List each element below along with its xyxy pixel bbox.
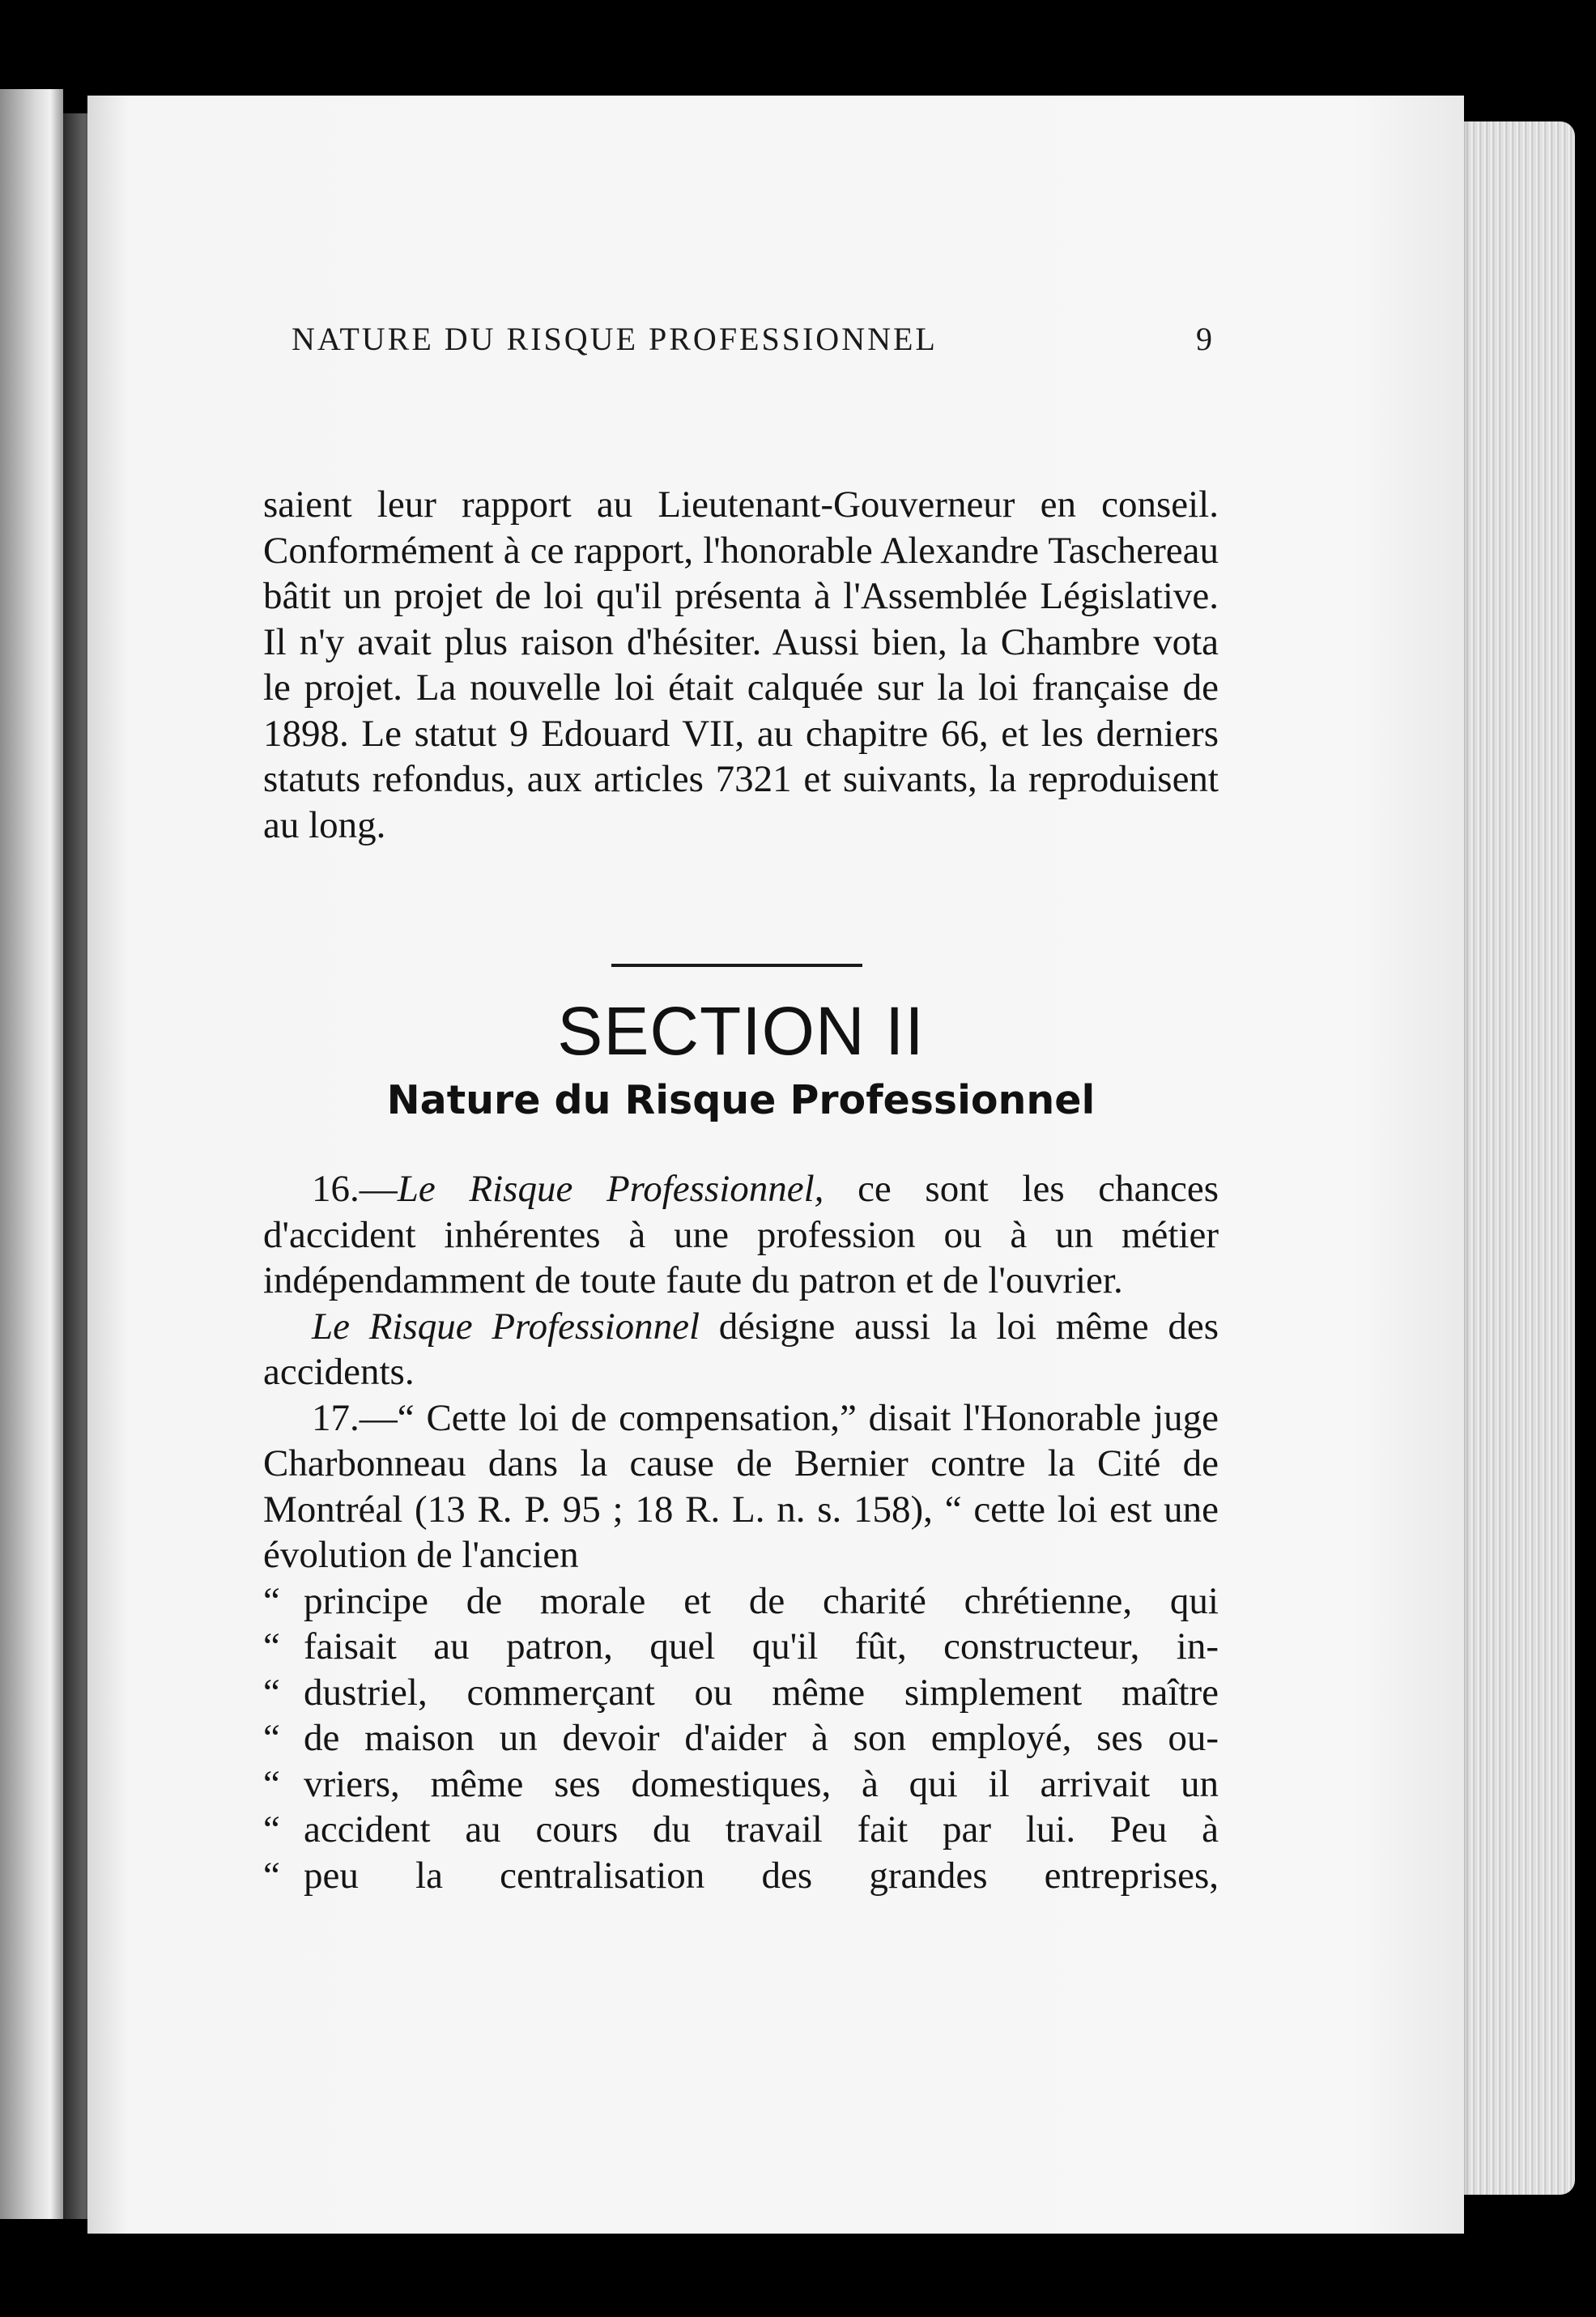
section-divider-rule (611, 964, 862, 967)
page-number: 9 (1196, 321, 1215, 357)
quote-line-text: accident au cours du travail fait par lui. Peu à (304, 1808, 1219, 1851)
quote-line (263, 1624, 1219, 1670)
quote-line (263, 1670, 1219, 1716)
paragraph-16b (263, 1304, 1219, 1395)
facing-page-edge (0, 89, 63, 2219)
quote-line-text: vriers, même ses domestiques, à qui il arrivait un (304, 1762, 1219, 1805)
quote-mark: “ (263, 1579, 280, 1622)
quote-mark: “ (263, 1717, 280, 1759)
quote-line (263, 1715, 1219, 1761)
quote-mark: “ (263, 1808, 280, 1851)
quote-line (263, 1761, 1219, 1808)
paragraph-17-intro: 17.—“ Cette loi de compensation,” disait l'Honorable juge Charbonneau dans la cause de Bernier contre la Cité de Montréal (13 R. P. 95 ; 18 R. L. n. s. 158), “ cette loi est une évolution de l'ancien (263, 1396, 1219, 1576)
paragraph-16-term: Le Risque Professionnel, (397, 1168, 824, 1210)
book-gutter (63, 113, 87, 2219)
section-subtitle: Nature du Risque Professionnel (386, 1077, 1096, 1123)
running-head (292, 320, 1215, 377)
quote-line-text: faisait au patron, quel qu'il fût, constructeur, in- (304, 1625, 1219, 1667)
quote-line-text: principe de morale et de charité chrétienne, qui (304, 1579, 1219, 1622)
paragraph-16b-text: désigne aussi la loi même des accidents. (263, 1305, 1219, 1393)
book-page (87, 96, 1464, 2234)
paragraph-16b-term: Le Risque Professionnel (312, 1305, 700, 1348)
quote-mark: “ (263, 1854, 280, 1897)
top-paragraph: saient leur rapport au Lieutenant-Gouverneur en conseil. Conformément à ce rapport, l'honorable Alexandre Taschereau bâtit un projet de loi qu'il présenta à l'Assemblée Législative. Il n'y avait plus raison d'hésiter. Aussi bien, la Chambre vota le projet. La nouvelle loi était calquée sur la loi française de 1898. Le statut 9 Edouard VII, au chapitre 66, et les derniers statuts refondus, aux articles 7321 et suivants, la reproduisent au long. (263, 483, 1219, 846)
quote-line (263, 1578, 1219, 1625)
quote-line (263, 1807, 1219, 1853)
quote-line (263, 1853, 1219, 1899)
paragraph-16-number: 16.— (312, 1168, 398, 1210)
quote-mark: “ (263, 1762, 280, 1805)
top-paragraph-block (263, 482, 1219, 848)
running-head-title: NATURE DU RISQUE PROFESSIONNEL (292, 321, 938, 357)
quote-line-text: de maison un devoir d'aider à son employé, ses ou- (304, 1717, 1219, 1759)
section-title: SECTION II (557, 993, 925, 1069)
paragraph-16 (263, 1166, 1219, 1304)
quote-mark: “ (263, 1671, 280, 1714)
paragraph-17-quote (263, 1578, 1219, 1899)
quote-line-text: dustriel, commerçant ou même simplement maître (304, 1671, 1219, 1714)
paragraph-16-text: ce sont les chances d'accident inhérentes à une profession ou à un métier indépendamment de toute faute du patron et de l'ouvrier. (263, 1168, 1219, 1301)
quote-line-text: peu la centralisation des grandes entreprises, (304, 1854, 1219, 1897)
section-body (263, 1166, 1219, 1898)
quote-mark: “ (263, 1625, 280, 1667)
